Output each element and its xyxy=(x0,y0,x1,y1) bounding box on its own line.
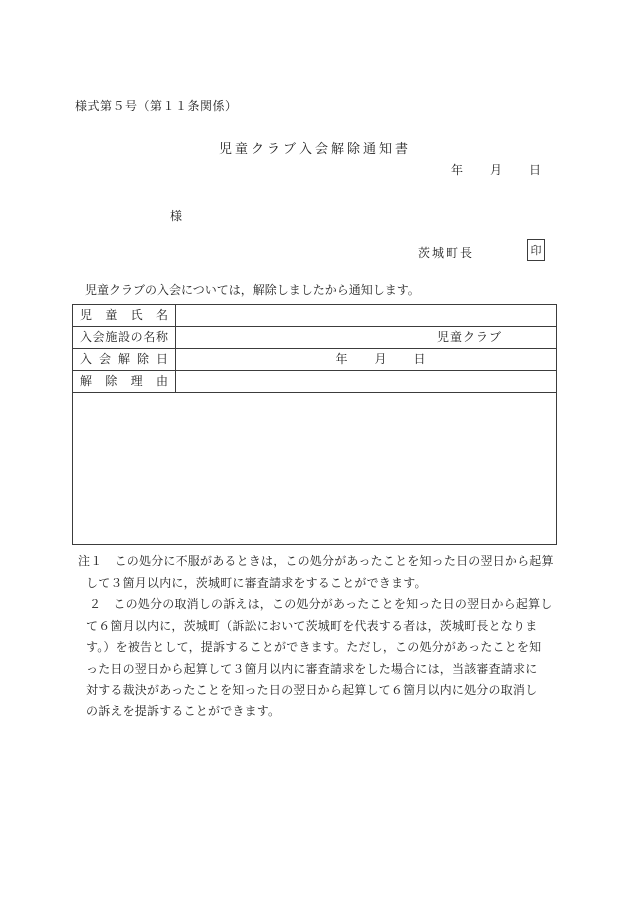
note-line: して３箇月以内に，茨城町に審査請求をすることができます。 xyxy=(86,576,427,590)
row-label: 入会解除日 xyxy=(73,349,176,370)
table-row-facility-name xyxy=(73,327,556,349)
form-number: 様式第５号（第１１条関係） xyxy=(75,99,238,113)
row-label: 児童氏名 xyxy=(73,305,176,326)
table-row-child-name xyxy=(73,305,556,327)
issuer-name: 茨城町長 xyxy=(418,246,475,260)
addressee-honorific: 様 xyxy=(170,209,183,223)
seal-label: 印 xyxy=(530,245,542,257)
note-line: ２ この処分の取消しの訴えは，この処分があったことを知った日の翌日から起算し xyxy=(89,597,553,611)
form-table xyxy=(72,304,557,545)
note-line: す。）を被告として，提訴することができます。ただし，この処分があったことを知 xyxy=(86,640,542,654)
row-value xyxy=(176,371,556,392)
document-title: 児童クラブ入会解除通知書 xyxy=(218,141,411,156)
intro-sentence: 児童クラブの入会については，解除しましたから通知します。 xyxy=(85,283,420,297)
note-line: の訴えを提訴することができます。 xyxy=(86,704,281,718)
note-line: 注１ この処分に不服があるときは，この処分があったことを知った日の翌日から起算 xyxy=(78,554,554,568)
note-line: 対する裁決があったことを知った日の翌日から起算して６箇月以内に処分の取消し xyxy=(86,683,538,697)
issue-date-line: 年 月 日 xyxy=(450,163,542,177)
note-line: った日の翌日から起算して３箇月以内に審査請求をした場合には，当該審査請求に xyxy=(86,662,538,676)
table-row-cancellation-date xyxy=(73,349,556,371)
row-value xyxy=(176,305,556,326)
table-row-cancellation-reason xyxy=(73,371,556,393)
row-label: 解除理由 xyxy=(73,371,176,392)
seal-box xyxy=(527,239,545,261)
row-value: 児童クラブ xyxy=(436,330,502,344)
reason-blank-area xyxy=(73,393,556,545)
row-label: 入会施設の名称 xyxy=(73,327,176,348)
row-value: 年 月 日 xyxy=(335,352,427,366)
note-line: て６箇月以内に，茨城町（訴訟において茨城町を代表する者は，茨城町長となりま xyxy=(86,619,538,633)
